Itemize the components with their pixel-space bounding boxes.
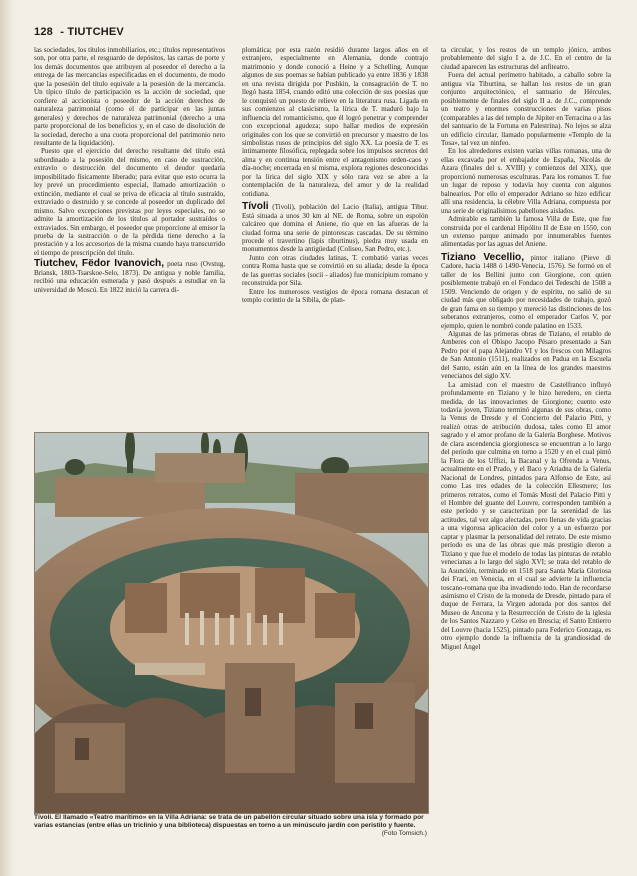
column-right — [427, 46, 611, 844]
entry-text: poeta ruso (Ovstug, Briansk, 1803-Tsarskoe-Selo, 1873). De antigua y noble familia, recibió una educación esmerada y pasó después a estudiar en la universidad de Moscú. En 1822 inició la carrera di- — [34, 260, 225, 294]
entry-text: pintor italiano (Pieve di Cadore, hacia 1488 ó 1490-Venecia, 1576). Se formó en el taller de los Bellini junto con Giorgione, con quien posiblemente trabajó en el Fondaco dei Tedeschi de 1508 a 1509. Venciendo de origen y de espíritu, no salió de su ciudad más que obligado por necesidades de trabajo, gozó de gran fama en su tiempo y mereció las distinciones de los soberanos extranjeros, como el emperador Carlos V, por ejemplo, quien le nombró conde palatino en 1533. — [441, 253, 611, 330]
entry-tiutchev — [34, 260, 225, 294]
entry-title: Tiziano Vecellio, — [441, 251, 525, 263]
paragraph: Admirable es también la famosa Villa de Este, que fue construida por el cardenal Hipólito II de Este en 1550, con un extenso parque animado por innumerables fuentes alimentadas por las aguas del Aniene. — [441, 215, 611, 249]
page-gutter-shadow — [0, 0, 14, 876]
paragraph: En los alrededores existen varias villas romanas, una de ellas excavada por el embajador de España, Nicolás de Azara (finales del s. XVIII) y comienzos del XIX), que proporcionó numerosas esculturas. Para los romanos T. fue un lugar de reposo y todavía hoy cuenta con algunos balnearios. Por ello el emperador Adriano se hizo edificar allí una residencia, la célebre Villa Adriana, compuesta por una serie de originalísimos pabellones aislados. — [441, 147, 611, 215]
entry-tiziano — [441, 251, 611, 330]
running-header — [34, 26, 124, 38]
entry-title: Tívoli — [242, 201, 269, 213]
paragraph: Algunas de las primeras obras de Tiziano, el retablo de Amberes con el Obispo Jacopo Pésaro presentado a San Pedro por el papa Alejandro VI y los frescos con Milagros de San Antonio (1511), realizados en Padua en la Escuela del Santo, están aún en la línea de los grandes maestros venecianos del siglo XV. — [441, 329, 611, 381]
paragraph: Fuera del actual perímetro habitado, a caballo sobre la antigua vía Tiburtina, se hallan los restos de un gran conjunto arquitectónico, el santuario de Hércules, posiblemente de finales del siglo II a. de J.C., comprende un teatro y enormes construcciones de varias pisos (comparables a las del templo de Júpiter en Terracina o a las del santuario de la Fortuna en Palestrina). No lejos se alza un edificio circular, llamado popularmente «Templo de la Tosa», tal vez un ninfeo. — [441, 71, 611, 147]
figure-caption — [34, 814, 427, 839]
running-title: TIUTCHEV — [67, 26, 124, 38]
column-left — [34, 46, 225, 364]
paragraph: las sociedades, los títulos inmobiliarios, etc.; títulos representativos son, por otra parte, el resguardo de depósitos, las cartas de porte y los demás documentos que atribuyen al poseedor el derecho a la entrega de las mercancías especificadas en el documento, de modo que la posesión del título equivale a la posesión de la mercancía. Un típico título de participación es la acción de sociedad, que confiere al accionista o poseedor de la acción derechos de naturaleza patrimonial (como el de participar en las juntas generales) y derechos de naturaleza patrimonial (derecho a una parte proporcional de los beneficios y, en el caso de disolución de la sociedad, derecho a una cuota proporcional del patrimonio neto resultante de la liquidación). — [34, 46, 225, 147]
paragraph: Entre los numerosos vestigios de época romana destacan el templo corintio de la Sibila, de plan- — [242, 287, 428, 305]
header-separator: - — [60, 26, 65, 38]
paragraph: Puesto que el ejercicio del derecho resultante del título está subordinado a la posesión del mismo, en caso de sustracción, extravío o destrucción del documento el deudor quedaría imposibilitado físicamente liberado; para evitar que esto ocurra la ley prevé un procedimiento especial, llamado amortización o extinción, mediante el cual se priva de eficacia al título sustraído, extraviado o destruido y se concede al poseedor un duplicado del mismo. Salvo excepciones previstas por leyes especiales, no se admite la amortización de los títulos al portador sustraídos o extraviados. Sin embargo, el poseedor que proporcione al emisor la prueba de la sustracción o de la pérdida tiene derecho a la prestación y a los accesorios de la misma cuando haya transcurrido el tiempo de prescripción del título. — [34, 147, 225, 257]
entry-tivoli — [242, 203, 428, 254]
paragraph: ta circular, y los restos de un templo jónico, ambos probablemente del siglo I a. de J.C. En el centro de la ciudad aparecen las estructuras del anfiteatro. — [441, 46, 611, 71]
photo-credit: (Foto Tomsich.) — [381, 830, 427, 838]
page-number: 128 — [34, 26, 53, 38]
paragraph: La amistad con el maestro de Castelfranco influyó profundamente en Tiziano y le hizo heredero, en cierta medida, de las innovaciones de Giorgione; cuento este todavía joven, Tiziano terminó algunas de sus obras, como la Venus de Dresde y el Concierto del Palacio Pitti, y realizó otras de atribución dudosa, tales como El amor sagrado y el amor profano de la Galería Borghese. Motivos de clara ascendencia giorgionesca se encuentran a lo largo del período que culmina en torno a 1520 y en el cual pintó la Flora de los Uffizi, la Bacanal y la Ofrenda a Venus, actualmente en el Prado, y el Baco y Ariadna de la Galería Nacional de Londres, pintados para Alfonso de Este, así como Las tres edades de la colección Ellesmere; los primeros retratos, como el Tomás Mosti del Palacio Pitti y el Hombre del guante del Louvre, corresponden también a este período y se caracterizan por la serenidad de las actitudes, tal vez algo afectadas, pero llenas de vida gracias a una vigorosa aplicación del color y a un esfuerzo por captar y plasmar la personalidad del retrato. De este mismo período es una de las obras que más prestigio dieron a Tiziano y que fue el modelo de todas las pinturas de retablo venecianas a lo largo del siglo XVI; se trata del retablo de la Asunción, terminado en 1518 para Santa María Gloriosa dei Frari, en Venecia, en el cual se advierte la influencia toscano-romana que iba invadiendo todo. Han de recordarse asimismo el Cristo de la moneda de Dresde, pintado para el duque de Ferrara, la Virgen adorada por dos santos del Museo de Ancona y la Resurrección de Cristo de la iglesia de los Santos Nazzaro y Celso en Brescia; el Santo Entierro del Louvre (hacia 1525), pintado para Federico Gonzaga, es otro ejemplo donde la influencia de la grandiosidad de Miguel Ángel — [441, 380, 611, 651]
column-middle — [242, 46, 428, 393]
entry-title: Tiutchev, Fëdor Ivanovich, — [34, 258, 165, 270]
villa-adriana-photo — [34, 432, 429, 814]
paragraph: plomática; por esta razón residió durante largos años en el extranjero, especialmente en Alemania, donde contrajo matrimonio y donde conoció a Heine y a Schelling. Aunque algunos de sus poemas se habían publicado ya entre 1836 y 1838 en una revista dirigida por Pushkin, la consagración de T. no llegó hasta 1854, cuando editó una colección de sus poesías que le conquistó un puesto de relieve en la literatura rusa. Ligada en sus comienzos al clasicismo, la lírica de T. maduró bajo la influencia del romanticismo, que él logró penetrar y comprender con excepcional agudeza; supo hallar medios de expresión originales con los que se convirtió en precursor y maestro de los simbolistas rusos de principios del siglo XX. La poesía de T. es íntimamente filosófica, replegada sobre los impulsos secretos del alma y en continua tensión entre el antagonismo orden-caos y día-noche; encerrada en sí misma, explora regiones desconocidas por la lírica del siglo XIX y sólo rara vez se abre a la contemplación de la naturaleza, del amor y de la realidad cotidiana. — [242, 46, 428, 198]
caption-text: Tívoli. El llamado «Teatro marítimo» en la Villa Adriana: se trata de un pabellón circular situado sobre una isla y formado por varias estancias (entre ellas un triclinio y una biblioteca) dispuestas en torno a un minúsculo jardín con peristilo y fuente. — [34, 814, 424, 830]
entry-text: (Tivoli), población del Lacio (Italia), antigua Tibur. Está situada a unos 30 km al NE. de Roma, sobre un espolón calcáreo que domina el Aniene, río que en las afueras de la ciudad forma una serie de pintorescas cascadas. De su término procede el travertino (lapis tiburtinus), piedra muy usada en monumentos desde la antigüedad (Coliseo, San Pedro, etc.). — [242, 203, 428, 254]
paragraph: Junto con otras ciudades latinas, T. combatió varias veces contra Roma hasta que se convirtió en su aliada; desde la época de las guerras sociales (socii - aliados) fue municipium romano y reconstruida por Sila. — [242, 253, 428, 288]
